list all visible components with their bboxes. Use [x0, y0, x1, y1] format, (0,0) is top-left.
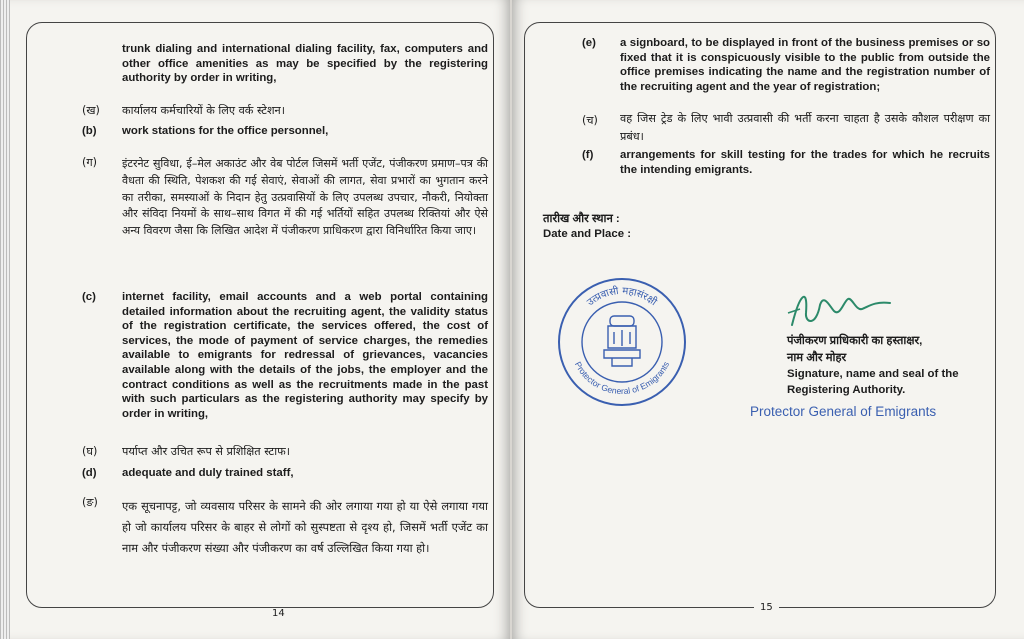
- emblem-icon: [604, 316, 640, 366]
- page-number-left: 14: [266, 608, 291, 619]
- item-f-english: arrangements for skill testing for the trades for which he recruits the intending emigrants.: [620, 149, 990, 176]
- item-e-english: a signboard, to be displayed in front of the business premises or so fixed that it is conspicuously visible to the public from outside the office premises indicating the name and the registration number of the recruiting agent and the year of registration;: [620, 37, 990, 93]
- marker-d: (d): [82, 467, 97, 479]
- authority-stamp-text: Protector General of Emigrants: [750, 404, 937, 419]
- item-f-hindi: वह जिस ट्रेड के लिए भावी उत्प्रवासी की भर्ती करना चाहता है उसके कौशल परीक्षण का प्रबंध।: [620, 112, 990, 143]
- official-seal: [556, 276, 688, 408]
- date-place-english: Date and Place :: [543, 228, 631, 240]
- item-d-hindi: पर्याप्त और उचित रूप से प्रशिक्षित स्टाफ।: [122, 445, 290, 458]
- intro-text: trunk dialing and international dialing facility, fax, computers and other office amenities as may be specified by the registering authority by order in writing,: [122, 43, 488, 85]
- page-edge: [0, 0, 10, 639]
- item-d-english: adequate and duly trained staff,: [122, 467, 294, 479]
- marker-cha: (च): [582, 114, 598, 127]
- item-c-english: internet facility, email accounts and a web portal containing detailed information about the recruiting agent, the validity status of the registration certificate, the services offered, the cost of services, the mode of payment of service charges, the remedies available to emigrants for redressal of grievances, vacancies available along with the details of the jobs, the employer and the contract conditions as well as the recruitments made in the past with such particulars as the registering authority may specify by order in writing,: [122, 291, 488, 420]
- marker-f: (f): [582, 149, 594, 161]
- item-b-hindi: कार्यालय कर्मचारियों के लिए वर्क स्टेशन।: [122, 104, 285, 117]
- item-b-english: work stations for the office personnel,: [122, 125, 329, 137]
- marker-c: (c): [82, 291, 96, 303]
- marker-kha: (ख): [82, 104, 100, 117]
- seal-ring-english: Protector General of Emigrants: [572, 359, 672, 397]
- signature-label-hindi-2: नाम और मोहर: [787, 352, 847, 364]
- date-place-hindi: तारीख और स्थान :: [543, 213, 620, 225]
- seal-ring-hindi: उत्प्रवासी महासंरक्षी: [585, 285, 659, 309]
- marker-gha: (घ): [82, 445, 98, 458]
- page-number-right: 15: [754, 602, 779, 613]
- item-c-hindi: इंटरनेट सुविधा, ई–मेल अकाउंट और वेब पोर्टल जिसमें भर्ती एजेंट, पंजीकरण प्रमाण–पत्र की वैधता की स्थिति, पेशकश की गई सेवाएं, सेवाओं की लागत, सेवा प्रभारों का भुगतान करने का तरीका, समस्याओं के निदान हेतु उत्प्रवासियों के लिए उपलब्ध उपचार, नौकरी, नियोक्ता और संविदा नियमों के साथ–साथ विगत में की गई भर्तियों सहित उपलब्ध रिक्तियां और ऐसे अन्य विवरण जैसा कि लिखित आदेश में पंजीकरण प्राधिकरण द्वारा विनिर्धारित किया जाए।: [122, 157, 488, 238]
- item-e-hindi: एक सूचनापट्ट, जो व्यवसाय परिसर के सामने की ओर लगाया गया हो या ऐसे लगाया गया हो जो कार्यालय परिसर के बाहर से लोगों को सुस्पष्टता से दृश्य हो, जिसमें भर्ती एजेंट का नाम और पंजीकरण संख्या और पंजीकरण का वर्ष उल्लिखित किया गया हो।: [122, 499, 488, 555]
- marker-e: (e): [582, 37, 596, 49]
- marker-b: (b): [82, 125, 97, 137]
- marker-nga: (ङ): [82, 496, 98, 509]
- signature-label-english-1: Signature, name and seal of the: [787, 368, 959, 380]
- svg-text:उत्प्रवासी महासंरक्षी: [585, 285, 659, 309]
- signature-label-hindi-1: पंजीकरण प्राधिकारी का हस्ताक्षर,: [787, 335, 923, 347]
- signature-label-english-2: Registering Authority.: [787, 384, 906, 396]
- marker-ga: (ग): [82, 156, 98, 169]
- signature-mark: [786, 283, 896, 333]
